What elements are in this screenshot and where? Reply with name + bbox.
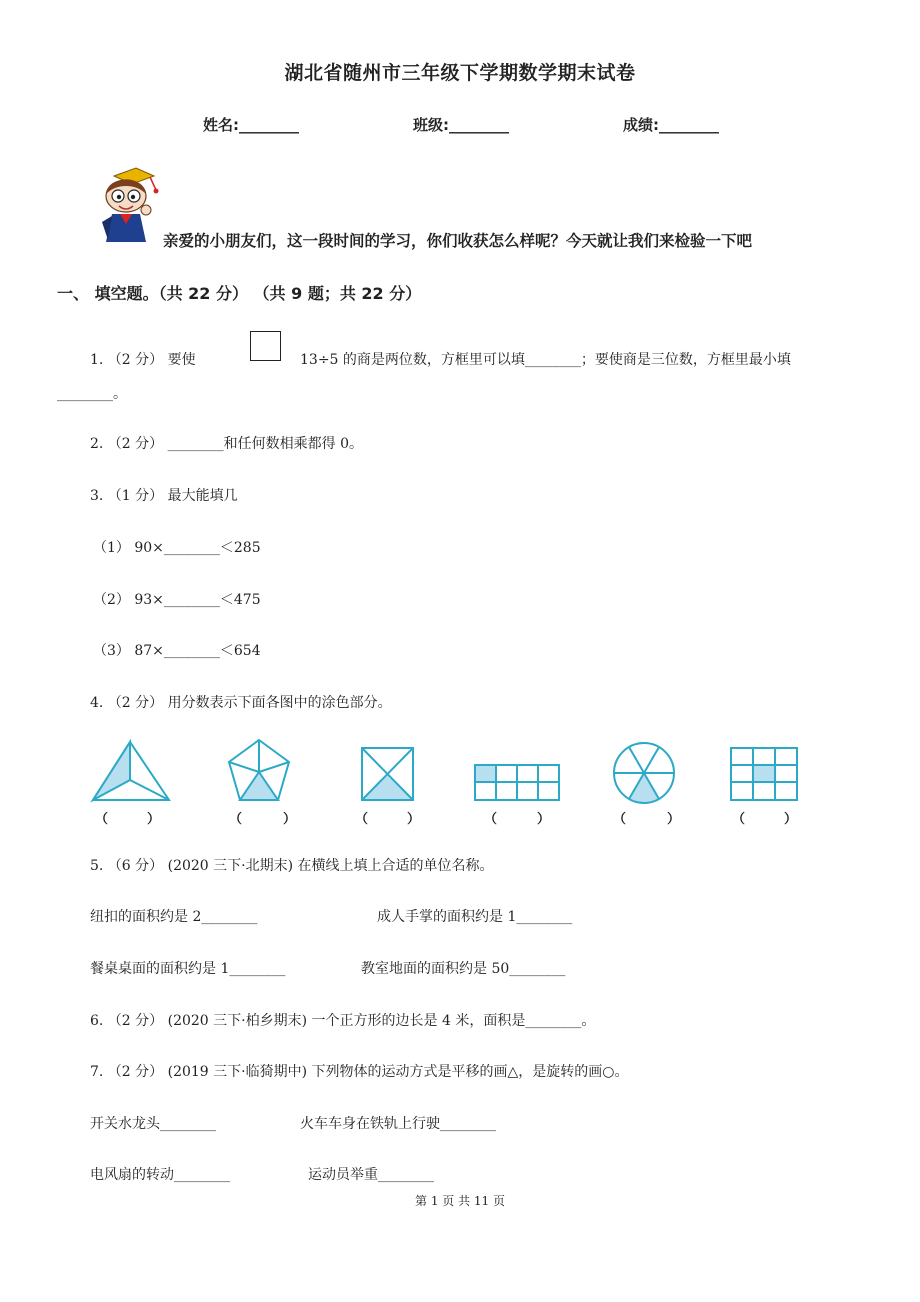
answer-paren-1-open: （ [95,812,109,827]
figure-circle [614,743,674,803]
name-field[interactable]: 姓名:________ [203,116,299,134]
q1-prefix: 1. （2 分） 要使 [90,352,196,368]
answer-paren-6-close: ） [784,812,798,827]
score-field[interactable]: 成绩:________ [623,116,719,134]
q7-item-4: 运动员举重________ [308,1167,434,1183]
q5-item-1: 纽扣的面积约是 2________ [90,909,258,925]
greeting-text: 亲爱的小朋友们，这一段时间的学习，你们收获怎么样呢？今天就让我们来检验一下吧 [163,232,753,250]
q7-item-3: 电风扇的转动________ [90,1167,230,1183]
answer-paren-3-open: （ [355,812,369,827]
q1-square-box [250,331,281,361]
q3-text: 3. （1 分） 最大能填几 [90,488,238,504]
figure-grid-3x3 [731,748,797,800]
q3-sub-3: （3） 87×________＜654 [93,643,261,659]
figure-triangle [93,742,169,800]
q1-text: 13÷5 的商是两位数，方框里可以填________；要使商是三位数，方框里最小填 [300,352,791,368]
class-field[interactable]: 班级:________ [413,116,509,134]
q4-figures [0,732,920,832]
q3-sub-2: （2） 93×________＜475 [93,592,261,608]
section-heading-fill-in: 一、 填空题。（共 22 分） （共 9 题；共 22 分） [57,284,422,303]
q7-item-1: 开关水龙头________ [90,1116,216,1132]
page-footer: 第 1 页 共 11 页 [415,1194,505,1208]
mascot-icon [92,166,164,246]
q4-text: 4. （2 分） 用分数表示下面各图中的涂色部分。 [90,695,392,711]
q7-text: 7. （2 分） (2019 三下·临猗期中) 下列物体的运动方式是平移的画△，是旋转的画○。 [90,1064,629,1080]
answer-paren-6-open: （ [732,812,746,827]
figure-square [362,748,413,800]
figure-pentagon [229,740,289,800]
answer-paren-1-close: ） [147,812,161,827]
answer-paren-5-close: ） [667,812,681,827]
answer-paren-2-close: ） [283,812,297,827]
q2-text: 2. （2 分） ________和任何数相乘都得 0。 [90,436,363,452]
q5-item-3: 餐桌桌面的面积约是 1________ [90,961,286,977]
answer-paren-2-open: （ [229,812,243,827]
figure-rect-grid [475,765,559,800]
answer-paren-4-open: （ [484,812,498,827]
q1-tail: ________。 [57,386,127,402]
answer-paren-5-open: （ [613,812,627,827]
q3-sub-1: （1） 90×________＜285 [93,540,261,556]
q5-item-4: 教室地面的面积约是 50________ [361,961,566,977]
q6-text: 6. （2 分） (2020 三下·柏乡期末) 一个正方形的边长是 4 米，面积是________。 [90,1013,596,1029]
q5-item-2: 成人手掌的面积约是 1________ [377,909,573,925]
q5-text: 5. （6 分） (2020 三下·北期末) 在横线上填上合适的单位名称。 [90,858,494,874]
page-title: 湖北省随州市三年级下学期数学期末试卷 [284,62,636,84]
answer-paren-3-close: ） [407,812,421,827]
q7-item-2: 火车车身在铁轨上行驶________ [300,1116,496,1132]
answer-paren-4-close: ） [537,812,551,827]
